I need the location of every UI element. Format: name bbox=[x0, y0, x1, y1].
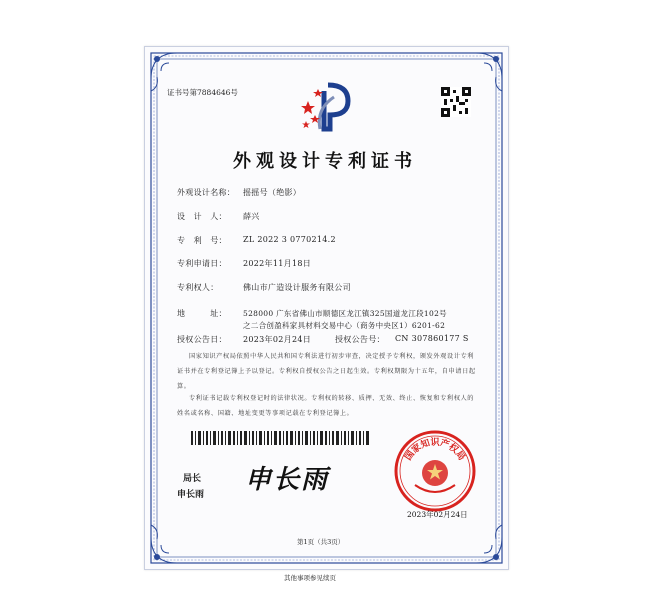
patent-certificate bbox=[144, 46, 509, 570]
grant-number-label: 授权公告号： bbox=[335, 335, 385, 344]
footer-note: 其他事项参见续页 bbox=[284, 574, 336, 582]
grant-number-value: CN 307860177 S bbox=[395, 334, 469, 343]
legal-paragraph-1: 国家知识产权局依照中华人民共和国专利法进行初步审查，决定授予专利权，颁发外观设计专利证书并在专利登记簿上予以登记。专利权自授权公告之日起生效。专利权期限为十五年，自申请日起算。 bbox=[177, 353, 476, 390]
seal-date: 2023年02月24日 bbox=[407, 510, 468, 519]
patent-number-label: 专 利 号： bbox=[177, 236, 227, 245]
director-name: 申长雨 bbox=[177, 490, 205, 500]
address-line-1: 528000 广东省佛山市顺德区龙江镇325国道龙江段102号 bbox=[243, 309, 447, 318]
barcode-icon bbox=[191, 431, 371, 445]
cnipa-logo-icon bbox=[300, 79, 358, 133]
grant-date-value: 2023年02月24日 bbox=[243, 335, 312, 344]
official-seal-icon bbox=[393, 429, 477, 513]
filing-date-label: 专利申请日： bbox=[177, 259, 227, 268]
certificate-title: 外观设计专利证书 bbox=[233, 151, 417, 172]
director-signature: 申长雨 bbox=[245, 465, 330, 495]
seal-text: 国家知识产权局 bbox=[403, 438, 467, 463]
design-name-label: 外观设计名称： bbox=[177, 188, 236, 197]
page-info: 第1页（共3页） bbox=[297, 538, 345, 546]
director-label: 局长 bbox=[183, 474, 202, 484]
designer-label: 设 计 人： bbox=[177, 212, 227, 221]
designer-value: 薛兴 bbox=[243, 212, 260, 221]
design-name-value: 摇摇号（绝影） bbox=[243, 188, 302, 197]
address-line-2: 之二合创盈科家具材料交易中心（商务中央区1）6201-62 bbox=[243, 321, 446, 330]
qr-code-icon bbox=[441, 87, 471, 117]
patentee-label: 专利权人： bbox=[177, 283, 219, 292]
patentee-value: 佛山市广造设计服务有限公司 bbox=[243, 283, 351, 292]
grant-date-label: 授权公告日： bbox=[177, 335, 227, 344]
filing-date-value: 2022年11月18日 bbox=[243, 259, 312, 268]
patent-number-value: ZL 2022 3 0770214.2 bbox=[243, 235, 336, 244]
certificate-number: 证书号第7884646号 bbox=[167, 88, 238, 97]
legal-paragraph-2: 专利证书记载专利权登记时的法律状况。专利权的转移、质押、无效、终止、恢复和专利权人的姓名或名称、国籍、地址变更等事项记载在专利登记簿上。 bbox=[177, 395, 475, 417]
address-label: 地 址： bbox=[177, 309, 227, 318]
